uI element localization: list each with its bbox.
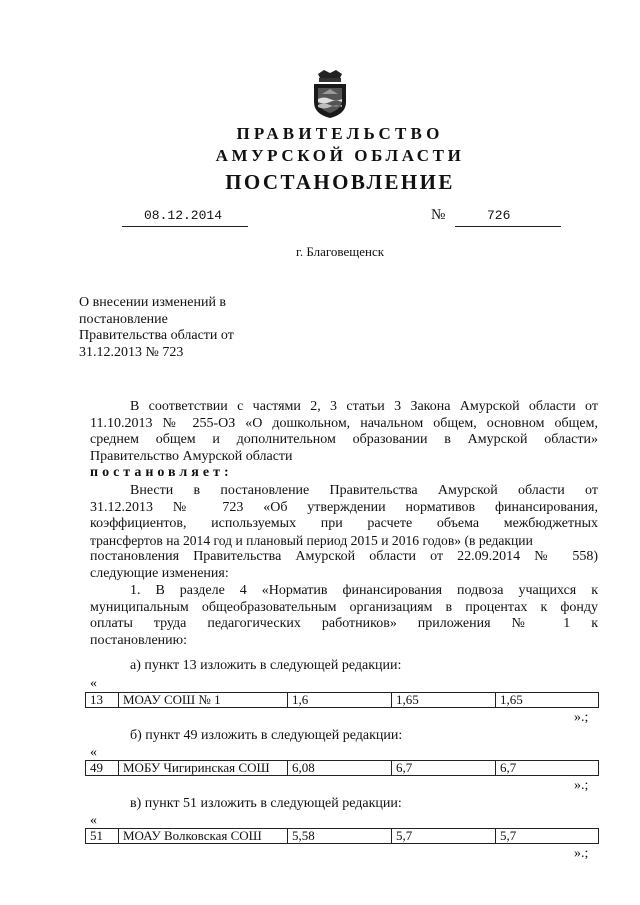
body-line: муниципальным общеобразовательным организациям в процентах к фонду: [90, 599, 598, 615]
amendment-caption: в) пункт 51 изложить в следующей редакции:: [130, 796, 402, 811]
preamble: [90, 399, 598, 482]
table-cell: МОАУ СОШ № 1: [119, 693, 288, 708]
subject-line: постановление: [79, 311, 168, 327]
table-cell: 51: [86, 829, 119, 844]
body-line: Правительство Амурской области: [90, 448, 293, 464]
body-line: коэффициентов, используемых при расчете объема межбюджетных: [90, 516, 598, 532]
table-cell: 6,7: [392, 761, 496, 776]
body-line: постановления Правительства Амурской области от 22.09.2014 № 558): [90, 549, 598, 565]
close-quote: ».;: [574, 778, 589, 793]
amendment-table: [85, 692, 599, 708]
subject-block: [79, 295, 319, 361]
subject-line: Правительства области от: [79, 328, 234, 344]
header-region: АМУРСКОЙ ОБЛАСТИ: [215, 146, 465, 165]
table-cell: 13: [86, 693, 119, 708]
body-line: 11.10.2013 № 255-ОЗ «О дошкольном, начальном общем, основном общем,: [90, 415, 598, 431]
table-cell: МОАУ Волковская СОШ: [119, 829, 288, 844]
table-row: [86, 829, 599, 844]
table-cell: 1,6: [288, 693, 392, 708]
body-line: В соответствии с частями 2, 3 статьи 3 Закона Амурской области от: [130, 399, 598, 414]
document-date: 08.12.2014: [144, 208, 223, 223]
decree-word: постановляет:: [90, 465, 233, 481]
body-line: 1. В разделе 4 «Норматив финансирования подвоза учащихся к: [130, 583, 598, 598]
body-line: следующие изменения:: [90, 565, 229, 581]
body-line: 31.12.2013 № 723 «Об утверждении нормативов финансирования,: [90, 499, 598, 515]
body-line: постановлению:: [90, 632, 188, 648]
table-cell: 1,65: [496, 693, 599, 708]
header-government: ПРАВИТЕЛЬСТВО: [236, 124, 444, 143]
body-line: среднем общем и дополнительном образовании в Амурской области»: [90, 432, 598, 448]
changes-paragraph: [90, 483, 598, 583]
city: г. Благовещенск: [296, 244, 385, 259]
table-row: [86, 761, 599, 776]
table-cell: 5,7: [496, 829, 599, 844]
coat-of-arms-icon: [310, 68, 350, 120]
amendment-table: [85, 760, 599, 776]
amendment-caption: а) пункт 13 изложить в следующей редакции:: [130, 658, 402, 673]
table-cell: 5,7: [392, 829, 496, 844]
amendment-table: [85, 828, 599, 844]
table-cell: 49: [86, 761, 119, 776]
amendment-caption: б) пункт 49 изложить в следующей редакции:: [130, 728, 403, 743]
close-quote: ».;: [574, 846, 589, 861]
date-field: [122, 208, 248, 227]
open-quote: «: [90, 676, 97, 691]
body-line: трансфертов на 2014 год и плановый период 2015 и 2016 годов» (в редакции: [90, 532, 533, 548]
close-quote: ».;: [574, 710, 589, 725]
table-cell: 1,65: [392, 693, 496, 708]
document-type-title: ПОСТАНОВЛЕНИЕ: [225, 170, 455, 194]
table-cell: 6,7: [496, 761, 599, 776]
table-row: [86, 693, 599, 708]
table-cell: 6,08: [288, 761, 392, 776]
section-paragraph: [90, 583, 598, 649]
document-number: 726: [487, 208, 511, 223]
table-cell: МОБУ Чигиринская СОШ: [119, 761, 288, 776]
open-quote: «: [90, 745, 97, 760]
number-sign: №: [431, 207, 446, 223]
body-line: Внести в постановление Правительства Амурской области от: [130, 483, 598, 498]
body-line: оплаты труда педагогических работников» приложения № 1 к: [90, 616, 598, 632]
number-field: [455, 208, 561, 227]
table-cell: 5,58: [288, 829, 392, 844]
open-quote: «: [90, 813, 97, 828]
subject-line: 31.12.2013 № 723: [79, 344, 184, 360]
subject-line: О внесении изменений в: [79, 295, 227, 310]
